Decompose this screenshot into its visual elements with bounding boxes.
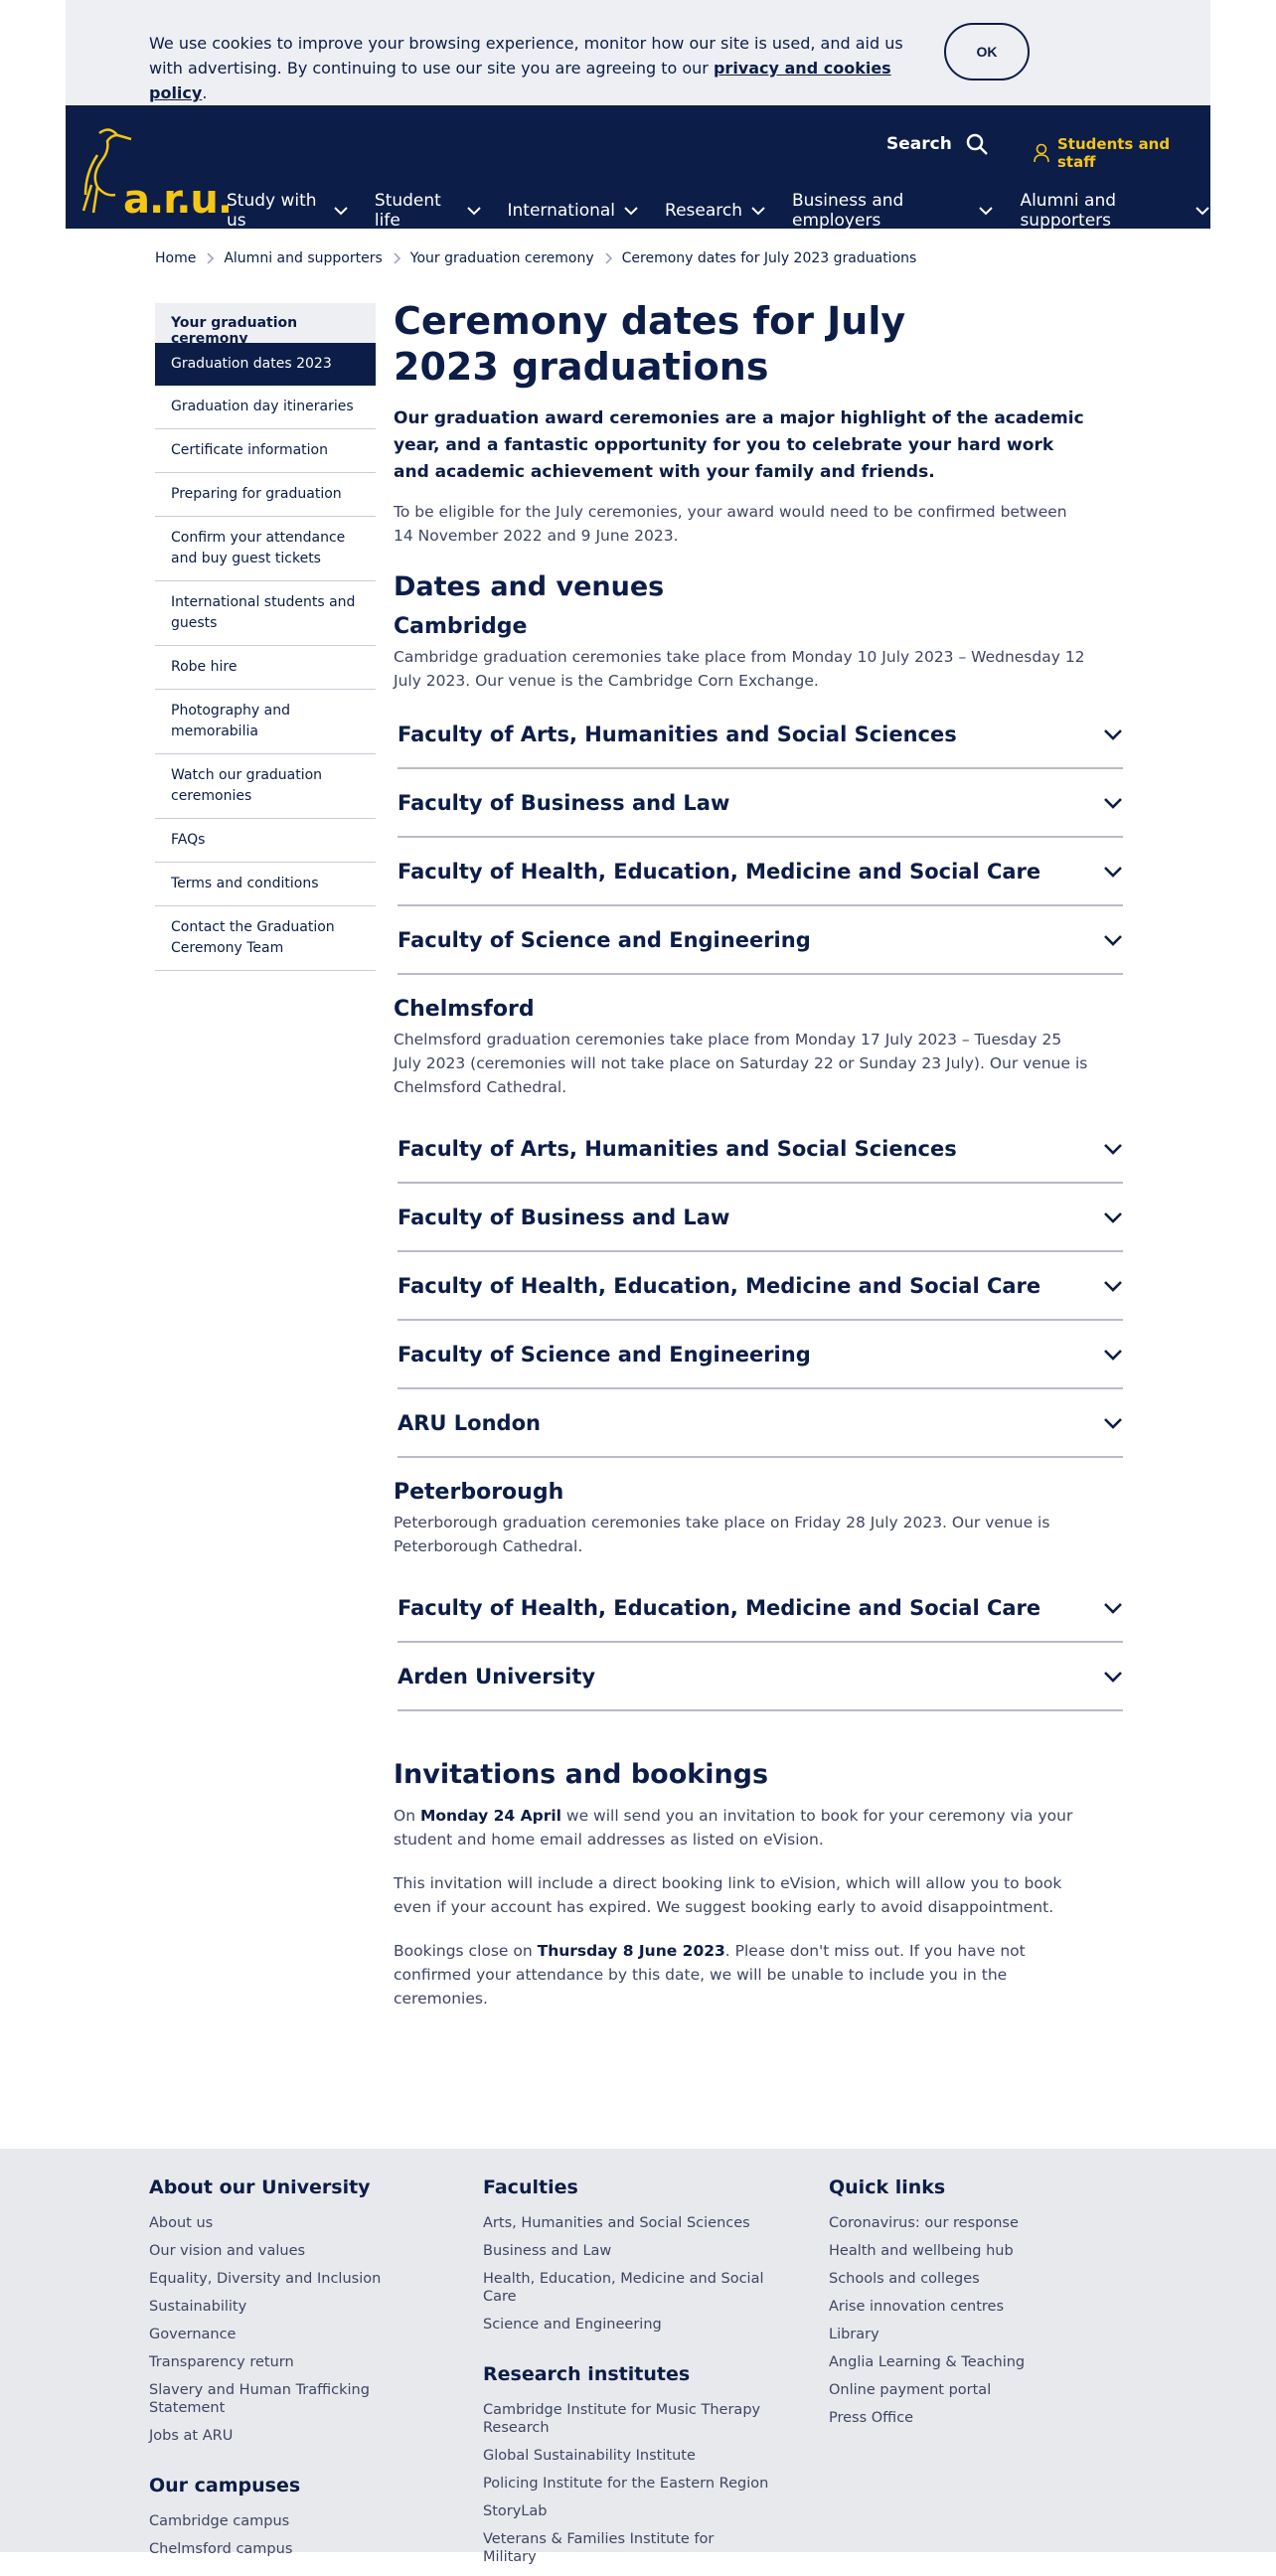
chevron-down-icon (1103, 934, 1123, 946)
footer-link[interactable]: Cambridge Institute for Music Therapy Research (483, 2402, 761, 2436)
accordion-cambridge-science[interactable]: Faculty of Science and Engineering (398, 906, 1123, 975)
chevron-down-icon (978, 206, 994, 216)
footer-link[interactable]: Health, Education, Medicine and Social Care (483, 2271, 764, 2305)
cambridge-text: Cambridge graduation ceremonies take place from Monday 10 July 2023 – Wednesday 12 July 2023. Our venue is the Cambridge Corn Exchange. (394, 648, 1085, 690)
accordion-chelmsford-health[interactable]: Faculty of Health, Education, Medicine and Social Care (398, 1252, 1123, 1321)
chevron-down-icon (750, 206, 766, 216)
main-nav (227, 191, 1210, 231)
breadcrumb-alumni[interactable]: Alumni and supporters (224, 250, 383, 266)
sidebar-item-watch[interactable]: Watch our graduation ceremonies (155, 754, 376, 819)
footer-link[interactable]: Business and Law (483, 2243, 612, 2259)
footer-link[interactable]: Library (829, 2327, 879, 2342)
footer-link[interactable]: Governance (149, 2327, 237, 2342)
footer-link[interactable]: Equality, Diversity and Inclusion (149, 2271, 382, 2287)
footer-link[interactable]: StoryLab (483, 2503, 548, 2519)
sidebar-nav (155, 303, 376, 971)
nav-international[interactable]: International (508, 191, 640, 231)
footer-research-heading: Research institutes (483, 2363, 691, 2385)
sidebar-item-photography[interactable]: Photography and memorabilia (155, 690, 376, 754)
footer-link[interactable]: Transparency return (149, 2354, 294, 2370)
site-footer (0, 2149, 1276, 2565)
breadcrumb (155, 250, 916, 266)
footer-link[interactable]: Global Sustainability Institute (483, 2448, 696, 2464)
eligibility-text: To be eligible for the July ceremonies, your award would need to be confirmed between 14 November 2022 and 9 June 2023. (394, 503, 1067, 545)
students-staff-label: Students and staff (1057, 135, 1171, 171)
sidebar-item-preparing[interactable]: Preparing for graduation (155, 473, 376, 517)
footer-link[interactable]: Health and wellbeing hub (829, 2243, 1014, 2259)
footer-link[interactable]: Coronavirus: our response (829, 2215, 1019, 2231)
chevron-down-icon (1103, 866, 1123, 878)
page-title: Ceremony dates for July 2023 graduations (394, 299, 906, 389)
chevron-right-icon (206, 252, 214, 264)
footer-link[interactable]: Arise innovation centres (829, 2299, 1005, 2315)
nav-business-employers[interactable]: Business and employers (792, 191, 994, 231)
nav-student-life[interactable]: Student life (375, 191, 482, 231)
accordion-cambridge-arts[interactable]: Faculty of Arts, Humanities and Social Sciences (398, 701, 1123, 769)
chevron-down-icon (1103, 1671, 1123, 1683)
breadcrumb-graduation[interactable]: Your graduation ceremony (409, 250, 594, 266)
sidebar-item-faqs[interactable]: FAQs (155, 819, 376, 863)
footer-quick-links-heading: Quick links (829, 2176, 946, 2198)
footer-link[interactable]: Anglia Learning & Teaching (829, 2354, 1026, 2370)
intro-lead: Our graduation award ceremonies are a major highlight of the academic year, and a fantastic opportunity for you to celebrate your hard work and academic achievement with your family and friends. (394, 408, 1084, 482)
chevron-down-icon (1103, 797, 1123, 809)
site-header (66, 105, 1210, 229)
accordion-peterborough-arden[interactable]: Arden University (398, 1643, 1123, 1711)
accordion-peterborough-health[interactable]: Faculty of Health, Education, Medicine and Social Care (398, 1574, 1123, 1643)
footer-faculties-heading: Faculties (483, 2176, 578, 2198)
footer-campuses-heading: Our campuses (149, 2475, 301, 2496)
footer-about-column (149, 2176, 447, 2568)
footer-faculties-column (483, 2176, 771, 2576)
aru-logo[interactable] (78, 125, 233, 223)
chevron-down-icon (623, 206, 639, 216)
search-label: Search (886, 134, 952, 154)
footer-link[interactable]: Chelmsford campus (149, 2541, 293, 2557)
students-staff-link[interactable] (1034, 135, 1210, 171)
sidebar-item-contact[interactable]: Contact the Graduation Ceremony Team (155, 906, 376, 971)
chevron-down-icon (1103, 1280, 1123, 1292)
accordion-cambridge-health[interactable]: Faculty of Health, Education, Medicine and Social Care (398, 838, 1123, 906)
accordion-cambridge-business[interactable]: Faculty of Business and Law (398, 769, 1123, 838)
search-icon (966, 133, 988, 155)
person-icon (1034, 143, 1049, 163)
footer-link[interactable]: Press Office (829, 2410, 914, 2426)
sidebar-heading[interactable]: Your graduation ceremony (155, 303, 376, 343)
footer-link[interactable]: Jobs at ARU (149, 2428, 234, 2444)
privacy-policy-link[interactable]: privacy and cookies policy (149, 59, 891, 102)
footer-link[interactable]: Policing Institute for the Eastern Region (483, 2476, 769, 2492)
accordion-chelmsford-business[interactable]: Faculty of Business and Law (398, 1184, 1123, 1252)
chevron-down-icon (1103, 728, 1123, 740)
dates-venues-heading: Dates and venues (394, 571, 665, 602)
logo-text: a.r.u. (123, 177, 233, 223)
chelmsford-text: Chelmsford graduation ceremonies take place from Monday 17 July 2023 – Tuesday 25 July 2023 (ceremonies will not take place on Saturday 22 or Sunday 23 July). Our venue is Chelmsford Cathedral. (394, 1031, 1088, 1096)
nav-study-with-us[interactable]: Study with us (227, 191, 349, 231)
chevron-down-icon (1103, 1143, 1123, 1155)
sidebar-item-graduation-dates[interactable]: Graduation dates 2023 (155, 343, 376, 386)
chevron-down-icon (466, 206, 482, 216)
cookie-ok-button[interactable]: OK (944, 23, 1030, 80)
footer-link[interactable]: Veterans & Families Institute for Military (483, 2531, 715, 2565)
nav-alumni-supporters[interactable]: Alumni and supporters (1020, 191, 1210, 231)
invitations-heading: Invitations and bookings (394, 1759, 769, 1790)
footer-link[interactable]: Science and Engineering (483, 2317, 662, 2333)
sidebar-item-terms[interactable]: Terms and conditions (155, 863, 376, 906)
footer-link[interactable]: About us (149, 2215, 214, 2231)
footer-quick-links-column (829, 2176, 1127, 2437)
peterborough-heading: Peterborough (394, 1480, 564, 1505)
invitations-p3: Bookings close on Thursday 8 June 2023. Please don't miss out. If you have not confirmed your attendance by this date, we will be unable to include you in the ceremonies. (394, 1942, 1026, 2008)
footer-link[interactable]: Slavery and Human Trafficking Statement (149, 2382, 370, 2416)
breadcrumb-home[interactable]: Home (155, 250, 197, 266)
sidebar-item-itineraries[interactable]: Graduation day itineraries (155, 386, 376, 429)
chevron-down-icon (333, 206, 349, 216)
sidebar-item-robe-hire[interactable]: Robe hire (155, 646, 376, 690)
peterborough-text: Peterborough graduation ceremonies take place on Friday 28 July 2023. Our venue is Peterborough Cathedral. (394, 1514, 1050, 1555)
sidebar-item-international[interactable]: International students and guests (155, 581, 376, 646)
accordion-chelmsford-science[interactable]: Faculty of Science and Engineering (398, 1321, 1123, 1389)
chevron-down-icon (1103, 1417, 1123, 1429)
cookie-banner (66, 0, 1210, 105)
breadcrumb-current: Ceremony dates for July 2023 graduations (621, 250, 917, 266)
chevron-down-icon (1195, 206, 1210, 216)
accordion-chelmsford-arts[interactable]: Faculty of Arts, Humanities and Social Sciences (398, 1115, 1123, 1184)
chelmsford-heading: Chelmsford (394, 997, 535, 1022)
chevron-right-icon (604, 252, 612, 264)
footer-link[interactable]: Our vision and values (149, 2243, 306, 2259)
sidebar-item-confirm-attendance[interactable]: Confirm your attendance and buy guest tickets (155, 517, 376, 581)
footer-link[interactable]: Cambridge campus (149, 2513, 290, 2529)
nav-research[interactable]: Research (665, 191, 766, 231)
chevron-right-icon (393, 252, 400, 264)
invitations-p1: On Monday 24 April we will send you an invitation to book for your ceremony via your student and home email addresses as listed on eVision. (394, 1807, 1073, 1849)
chevron-down-icon (1103, 1349, 1123, 1361)
chevron-down-icon (1103, 1602, 1123, 1614)
cambridge-heading: Cambridge (394, 614, 528, 639)
invitations-p2: This invitation will include a direct booking link to eVision, which will allow you to book even if your account has expired. We suggest booking early to avoid disappointment. (394, 1874, 1062, 1916)
chevron-down-icon (1103, 1211, 1123, 1223)
main-content (394, 298, 1129, 2030)
footer-link[interactable]: Arts, Humanities and Social Sciences (483, 2215, 750, 2231)
cookie-text: We use cookies to improve your browsing experience, monitor how our site is used, and aid us with advertising. By continuing to use our site you are agreeing to our privacy and cookies policy. (149, 34, 903, 102)
footer-about-heading: About our University (149, 2176, 371, 2198)
search-button[interactable] (886, 133, 988, 155)
footer-link[interactable]: Online payment portal (829, 2382, 992, 2398)
footer-link[interactable]: Schools and colleges (829, 2271, 980, 2287)
accordion-chelmsford-aru-london[interactable]: ARU London (398, 1389, 1123, 1458)
footer-link[interactable]: Sustainability (149, 2299, 247, 2315)
sidebar-item-certificate[interactable]: Certificate information (155, 429, 376, 473)
